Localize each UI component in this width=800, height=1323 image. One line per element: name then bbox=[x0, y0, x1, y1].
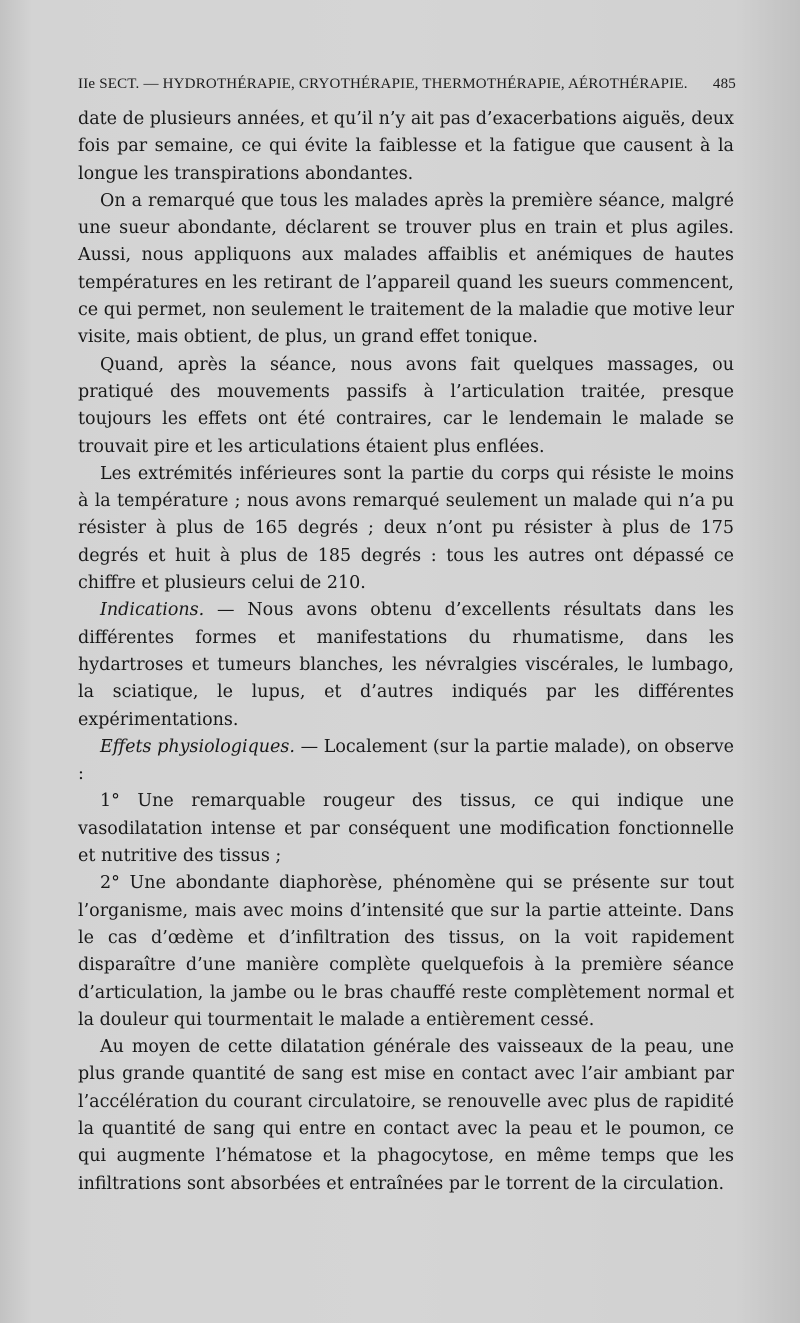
list-item: 1° Une remarquable rougeur des tissus, ce qui indique une vasodilatation intense et par conséquent une modification fonctionnelle et nutritive des tissus ; bbox=[78, 791, 734, 867]
paragraph-indications bbox=[78, 597, 734, 733]
paragraph-text: — Nous avons obtenu d’excellents résultats dans les différentes formes et manifestations du rhumatisme, dans les hydartroses et tumeurs blanches, les névralgies viscérales, le lumbago, la sciatique, le lupus, et d’autres indiqués par les différentes expérimentations. bbox=[78, 600, 734, 730]
paragraph: On a remarqué que tous les malades après la première séance, malgré une sueur abondante, déclarent se trouver plus en train et plus agiles. Aussi, nous appliquons aux malades affaiblis et anémiques de hautes températures en les retirant de l’appareil quand les sueurs commencent, ce qui permet, non seulement le traitement de la maladie que motive leur visite, mais obtient, de plus, un grand effet tonique. bbox=[78, 190, 734, 348]
page-body bbox=[78, 106, 734, 1198]
paragraph: date de plusieurs années, et qu’il n’y ait pas d’exacerbations aiguës, deux fois par semaine, ce qui évite la faiblesse et la fatigue que causent à la longue les transpirations abondantes. bbox=[78, 109, 734, 184]
running-header bbox=[78, 76, 736, 93]
paragraph: Quand, après la séance, nous avons fait quelques massages, ou pratiqué des mouvements passifs à l’articulation traitée, presque toujours les effets ont été contraires, car le lendemain le malade se trouvait pire et les articulations étaient plus enflées. bbox=[78, 354, 734, 457]
page-number: 485 bbox=[712, 76, 736, 92]
paragraph: Les extrémités inférieures sont la partie du corps qui résiste le moins à la température ; nous avons remarqué seulement un malade qui n’a pu résister à plus de 165 degrés ; deux n’ont pu résister à plus de 175 degrés et huit à plus de 185 degrés : tous les autres ont dépassé ce chiffre et plusieurs celui de 210. bbox=[78, 463, 734, 594]
running-title: IIe SECT. — HYDROTHÉRAPIE, CRYOTHÉRAPIE, THERMOTHÉRAPIE, AÉROTHÉRAPIE. bbox=[78, 76, 688, 92]
paragraph: Au moyen de cette dilatation générale des vaisseaux de la peau, une plus grande quantité de sang est mise en contact avec l’air ambiant par l’accélération du courant circulatoire, se renouvelle avec plus de rapidité la quantité de sang qui entre en contact avec la peau et le poumon, ce qui augmente l’hématose et la phagocytose, en même temps que les infiltrations sont absorbées et entraînées par le torrent de la circulation. bbox=[78, 1037, 734, 1194]
section-lead-indications: Indications. bbox=[100, 600, 205, 621]
section-lead-effets: Effets physiologiques. bbox=[100, 736, 295, 757]
paragraph-text: — Localement (sur la partie malade), on observe : bbox=[78, 736, 734, 785]
paragraph-effets bbox=[78, 734, 734, 789]
list-item: 2° Une abondante diaphorèse, phénomène qui se présente sur tout l’organisme, mais avec moins d’intensité que sur la partie atteinte. Dans le cas d’œdème et d’infiltration des tissus, on la voit rapidement disparaître d’une manière complète quelquefois à la première séance d’articulation, la jambe ou le bras chauffé reste complètement normal et la douleur qui tourmentait le malade a entièrement cessé. bbox=[78, 873, 734, 1030]
